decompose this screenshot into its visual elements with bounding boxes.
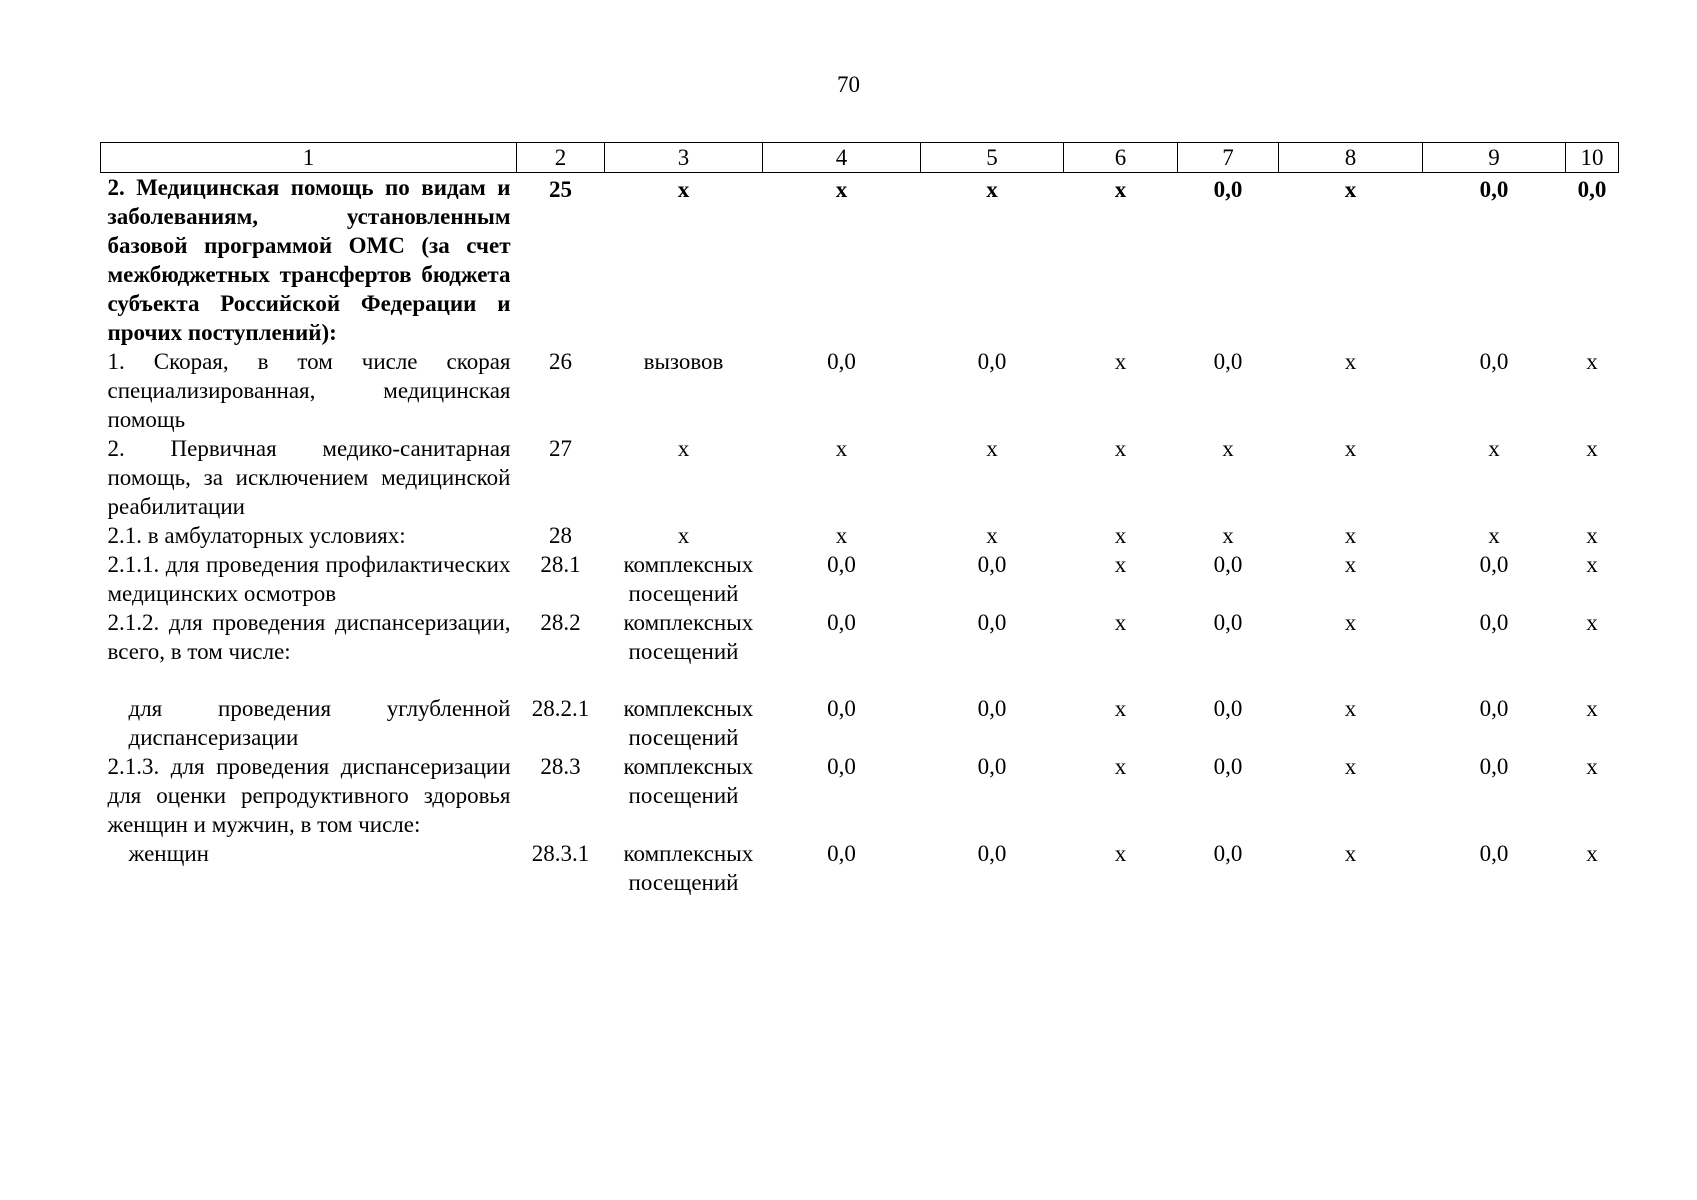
- cell-col10: х: [1586, 436, 1598, 461]
- row-code: 25: [549, 177, 572, 202]
- cell-col6: х: [1114, 349, 1127, 374]
- table-row: [101, 521, 1619, 550]
- row-unit-text: комплексных посещений: [623, 841, 754, 895]
- column-header: 10: [1566, 143, 1619, 173]
- cell-col10: х: [1586, 841, 1598, 866]
- table-row: [101, 434, 1619, 521]
- row-unit: вызовов: [643, 349, 724, 374]
- row-unit-text: комплексных посещений: [623, 552, 754, 606]
- cell-col4: 0,0: [827, 349, 856, 374]
- row-unit-text: комплексных посещений: [623, 754, 754, 808]
- cell-col10: х: [1586, 552, 1598, 577]
- table-row: [101, 173, 1619, 348]
- table-row: [101, 752, 1619, 839]
- row-unit: [605, 694, 763, 752]
- cell-col8: х: [1344, 349, 1357, 374]
- cell-col8: х: [1344, 754, 1357, 779]
- cell-col10: х: [1586, 523, 1598, 548]
- row-unit: [605, 608, 763, 694]
- table-row: [101, 839, 1619, 897]
- row-code: 28.3.1: [531, 841, 590, 866]
- cell-col5: 0,0: [977, 841, 1007, 866]
- row-unit: х: [677, 523, 690, 548]
- cell-col6: х: [1114, 696, 1127, 721]
- cell-col5: х: [986, 177, 998, 202]
- header-row: [101, 143, 1619, 173]
- cell-col7: 0,0: [1213, 177, 1243, 202]
- table-row: [101, 347, 1619, 434]
- cell-col7: х: [1222, 436, 1234, 461]
- row-name: женщин: [128, 841, 209, 866]
- table-row: [101, 694, 1619, 752]
- cell-col9: 0,0: [1479, 754, 1509, 779]
- row-code: 28.1: [540, 552, 581, 577]
- cell-col10: х: [1586, 754, 1598, 779]
- row-unit-text: комплексных посещений: [623, 610, 754, 664]
- cell-col9: 0,0: [1479, 841, 1509, 866]
- cell-col4: х: [835, 436, 848, 461]
- cell-col8: х: [1344, 552, 1357, 577]
- row-code: 28.3: [540, 754, 581, 779]
- cell-col5: х: [986, 436, 998, 461]
- cell-col7: 0,0: [1213, 552, 1243, 577]
- cell-col10: 0,0: [1577, 177, 1607, 202]
- cell-col7: х: [1222, 523, 1234, 548]
- cell-col9: 0,0: [1479, 177, 1509, 202]
- column-header: 9: [1423, 143, 1566, 173]
- row-unit: [605, 752, 763, 839]
- row-code: 26: [549, 349, 572, 374]
- cell-col9: 0,0: [1479, 552, 1509, 577]
- column-header: 7: [1178, 143, 1279, 173]
- row-code: 28.2: [540, 610, 581, 635]
- cell-col5: 0,0: [977, 349, 1007, 374]
- column-header: 1: [101, 143, 517, 173]
- table-row: [101, 608, 1619, 694]
- cell-col6: х: [1114, 754, 1127, 779]
- row-name: 2.1.3. для проведения диспансеризации для оценки репродуктивного здоровья женщин и мужчин, в том числе:: [107, 754, 511, 837]
- cell-col5: х: [986, 523, 998, 548]
- row-unit: х: [677, 177, 690, 202]
- cell-col6: х: [1114, 177, 1127, 202]
- cell-col10: х: [1586, 349, 1598, 374]
- row-name: 1. Скорая, в том числе скорая специализированная, медицинская помощь: [107, 349, 511, 432]
- column-header: 5: [921, 143, 1064, 173]
- cell-col6: х: [1114, 610, 1127, 635]
- cell-col7: 0,0: [1213, 696, 1243, 721]
- row-name: 2.1.2. для проведения диспансеризации, всего, в том числе:: [107, 610, 511, 664]
- column-header: 2: [517, 143, 605, 173]
- row-name: 2. Первичная медико-санитарная помощь, за исключением медицинской реабилитации: [107, 436, 511, 519]
- cell-col7: 0,0: [1213, 349, 1243, 374]
- cell-col8: х: [1344, 523, 1357, 548]
- row-unit: [605, 550, 763, 608]
- cell-col6: х: [1114, 841, 1127, 866]
- cell-col6: х: [1114, 436, 1127, 461]
- cell-col7: 0,0: [1213, 841, 1243, 866]
- column-header: 8: [1279, 143, 1423, 173]
- cell-col6: х: [1114, 552, 1127, 577]
- row-code: 28: [549, 523, 572, 548]
- row-name: для проведения углубленной диспансеризации: [128, 696, 511, 750]
- column-header: 4: [763, 143, 921, 173]
- data-table: [100, 142, 1619, 897]
- row-name: 2.1. в амбулаторных условиях:: [107, 523, 406, 548]
- cell-col8: х: [1344, 177, 1357, 202]
- column-header: 3: [605, 143, 763, 173]
- row-unit-text: комплексных посещений: [623, 696, 754, 750]
- row-code: 28.2.1: [531, 696, 590, 721]
- cell-col4: х: [835, 523, 848, 548]
- cell-col9: 0,0: [1479, 696, 1509, 721]
- cell-col4: 0,0: [827, 696, 856, 721]
- cell-col10: х: [1586, 696, 1598, 721]
- cell-col4: 0,0: [827, 754, 856, 779]
- cell-col9: х: [1488, 436, 1500, 461]
- cell-col5: 0,0: [977, 552, 1007, 577]
- cell-col4: 0,0: [827, 841, 856, 866]
- cell-col8: х: [1344, 841, 1357, 866]
- cell-col4: х: [835, 177, 848, 202]
- cell-col5: 0,0: [977, 610, 1007, 635]
- cell-col9: 0,0: [1479, 349, 1509, 374]
- cell-col9: 0,0: [1479, 610, 1509, 635]
- row-code: 27: [549, 436, 572, 461]
- cell-col7: 0,0: [1213, 610, 1243, 635]
- cell-col8: х: [1344, 696, 1357, 721]
- cell-col6: х: [1114, 523, 1127, 548]
- row-unit: [605, 839, 763, 897]
- cell-col10: х: [1586, 610, 1598, 635]
- row-name: 2.1.1. для проведения профилактических медицинских осмотров: [107, 552, 511, 606]
- cell-col4: 0,0: [827, 610, 856, 635]
- table-row: [101, 550, 1619, 608]
- row-unit: х: [677, 436, 690, 461]
- cell-col4: 0,0: [827, 552, 856, 577]
- cell-col9: х: [1488, 523, 1500, 548]
- cell-col8: х: [1344, 436, 1357, 461]
- cell-col7: 0,0: [1213, 754, 1243, 779]
- cell-col8: х: [1344, 610, 1357, 635]
- page-number: 70: [837, 72, 860, 97]
- column-header: 6: [1064, 143, 1178, 173]
- cell-col5: 0,0: [977, 754, 1007, 779]
- cell-col5: 0,0: [977, 696, 1007, 721]
- row-name: 2. Медицинская помощь по видам и заболеваниям, установленным базовой программой ОМС (за счет межбюджетных трансфертов бюджета субъекта Российской Федерации и прочих поступлений):: [107, 175, 511, 345]
